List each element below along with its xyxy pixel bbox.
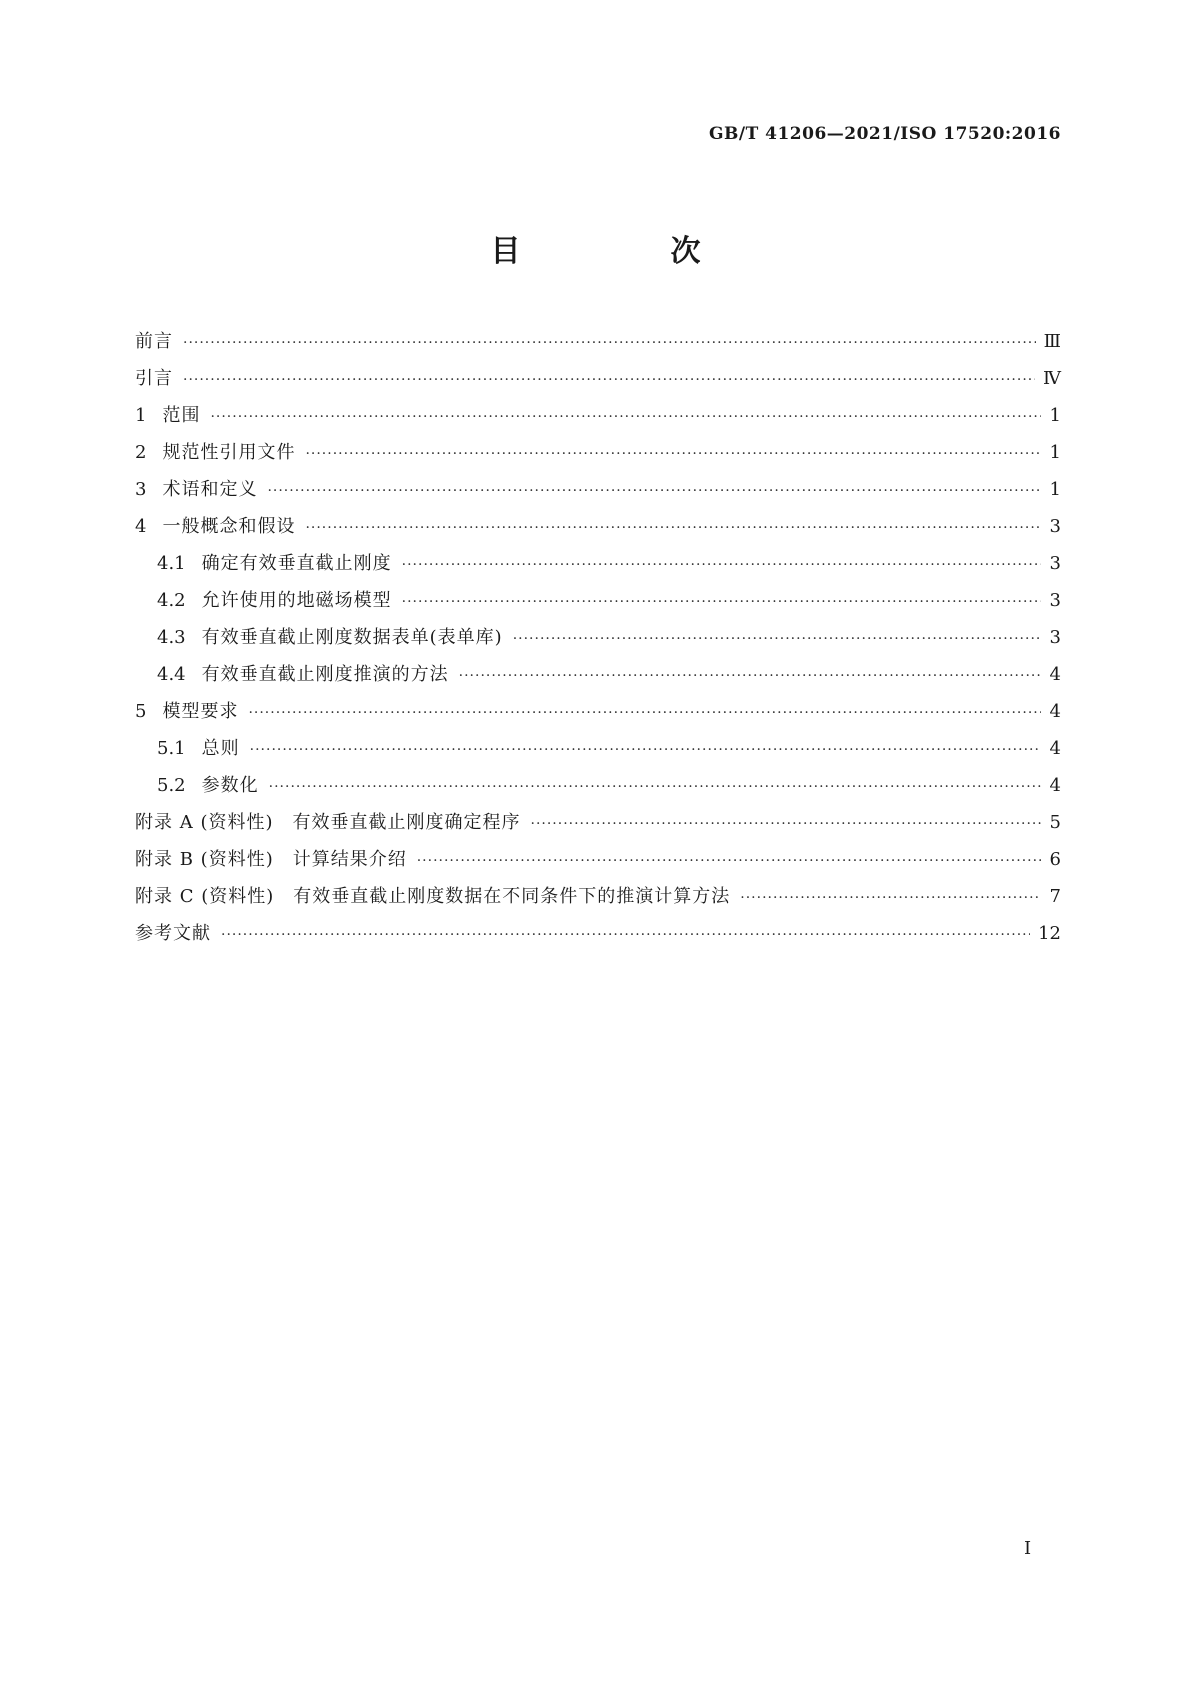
toc-entry-4-4[interactable] [135,656,1061,693]
toc-entry-2[interactable] [135,434,1061,471]
dot-leader [183,362,1035,399]
toc-entry-page: 5 [1049,812,1061,833]
toc-entry-number: 3 [135,479,147,500]
toc-entry-number: 5.1 [157,738,186,759]
toc-entry-label: 附录 A (资料性) 有效垂直截止刚度确定程序 [135,812,521,833]
dot-leader [250,732,1041,769]
toc-entry-label: 范围 [162,405,201,426]
toc-entry-page: 3 [1049,553,1061,574]
toc-entry-page: 3 [1049,627,1061,648]
toc-entry-page: 12 [1038,923,1061,944]
toc-entry-label: 总则 [201,738,240,759]
dot-leader [417,843,1041,880]
toc-entry-label: 参考文献 [135,923,211,944]
toc-entry-page: 4 [1049,775,1061,796]
toc-entry-page: Ⅲ [1043,331,1061,352]
dot-leader [402,584,1041,621]
toc-entry-page: 1 [1049,405,1061,426]
dot-leader [459,658,1041,695]
toc-entry-label: 一般概念和假设 [162,516,296,537]
dot-leader [531,806,1042,843]
dot-leader [210,399,1041,436]
toc-entry-label: 规范性引用文件 [162,442,296,463]
standard-code: GB/T 41206—2021/ISO 17520:2016 [708,124,1061,144]
toc-entry-bibliography[interactable] [135,915,1061,952]
page-title: 目 次 [490,234,761,269]
toc-entry-4-1[interactable] [135,545,1061,582]
dot-leader [221,917,1030,954]
toc-entry-foreword[interactable] [135,323,1061,360]
dot-leader [305,510,1041,547]
toc-entry-number: 4.2 [157,590,186,611]
toc-entry-label: 参数化 [201,775,259,796]
toc-entry-3[interactable] [135,471,1061,508]
dot-leader [183,325,1036,362]
toc-entry-annex-b[interactable] [135,841,1061,878]
toc-entry-annex-a[interactable] [135,804,1061,841]
toc-entry-page: 3 [1049,516,1061,537]
toc-entry-page: 1 [1049,479,1061,500]
toc-entry-label: 确定有效垂直截止刚度 [201,553,392,574]
toc-entry-number: 2 [135,442,147,463]
dot-leader [402,547,1041,584]
toc-entry-page: 6 [1049,849,1061,870]
toc-entry-4-2[interactable] [135,582,1061,619]
toc-entry-label: 附录 C (资料性) 有效垂直截止刚度数据在不同条件下的推演计算方法 [135,886,731,907]
toc-entry-number: 4.4 [157,664,186,685]
dot-leader [267,473,1041,510]
toc-entry-number: 4.1 [157,553,186,574]
toc-entry-page: 4 [1049,738,1061,759]
toc-entry-page: Ⅳ [1043,368,1061,389]
table-of-contents [135,323,1061,952]
toc-entry-page: 4 [1049,664,1061,685]
toc-entry-page: 7 [1049,886,1061,907]
toc-entry-5-1[interactable] [135,730,1061,767]
toc-entry-page: 3 [1049,590,1061,611]
dot-leader [740,880,1041,917]
toc-entry-4-3[interactable] [135,619,1061,656]
toc-entry-label: 有效垂直截止刚度推演的方法 [201,664,449,685]
dot-leader [305,436,1041,473]
toc-entry-number: 5.2 [157,775,186,796]
toc-entry-label: 术语和定义 [162,479,258,500]
toc-entry-label: 前言 [135,331,173,352]
toc-entry-5-2[interactable] [135,767,1061,804]
toc-entry-introduction[interactable] [135,360,1061,397]
toc-entry-label: 有效垂直截止刚度数据表单(表单库) [201,627,503,648]
dot-leader [269,769,1041,806]
page-number: I [1024,1538,1032,1559]
toc-entry-5[interactable] [135,693,1061,730]
toc-entry-page: 1 [1049,442,1061,463]
toc-entry-number: 1 [135,405,147,426]
toc-entry-label: 引言 [135,368,173,389]
toc-entry-label: 附录 B (资料性) 计算结果介绍 [135,849,407,870]
toc-entry-number: 4.3 [157,627,186,648]
toc-entry-annex-c[interactable] [135,878,1061,915]
toc-entry-page: 4 [1049,701,1061,722]
toc-entry-label: 允许使用的地磁场模型 [201,590,392,611]
toc-entry-number: 5 [135,701,147,722]
dot-leader [248,695,1041,732]
toc-entry-number: 4 [135,516,147,537]
toc-entry-4[interactable] [135,508,1061,545]
dot-leader [513,621,1041,658]
toc-entry-label: 模型要求 [162,701,239,722]
toc-entry-1[interactable] [135,397,1061,434]
